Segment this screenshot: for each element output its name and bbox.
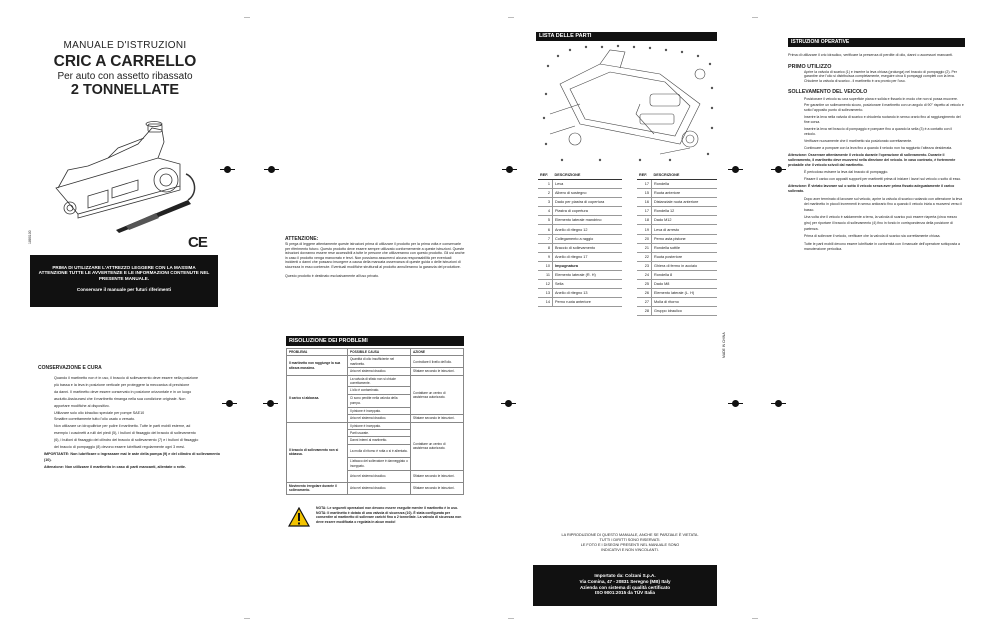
parts-header: LISTA DELLE PARTI: [536, 32, 717, 41]
care-title: CONSERVAZIONE E CURA: [38, 365, 102, 371]
care-line: del braccio di pompaggio (8) devono essere lubrificati regolarmente ogni 3 mesi.: [54, 445, 185, 450]
ref-cell: 17: [637, 180, 652, 189]
operating-section: [788, 53, 964, 253]
step-text: È pericoloso estrarre la leva dal braccio di pompaggio.: [804, 170, 889, 175]
step-text: Continuare a pompare con la leva fino a quando il veicolo non ha raggiunto l'altezza desiderata.: [804, 145, 953, 150]
col-action: AZIONE: [411, 349, 464, 356]
table-row: [637, 207, 717, 216]
col-problem: PROBLEMA: [287, 349, 348, 356]
warning-triangle-icon: [288, 507, 310, 527]
cause-cell: Aria nel sistema idraulico.: [348, 482, 411, 494]
desc-cell: Rondella 12: [652, 207, 718, 216]
table-row: [637, 180, 717, 189]
importer-line: Importato da: Colzani S.p.A.: [594, 573, 656, 578]
cause-cell: Aria nel sistema idraulico.: [348, 368, 411, 375]
attention-section: [285, 236, 465, 279]
cause-cell: L'olio è contaminato.: [348, 387, 411, 394]
care-line: Non utilizzare un idropulitrice per pulire il martinetto. Tutte le parti mobili esterne, ad: [54, 424, 191, 429]
made-in-label: MADE IN CHINA: [722, 332, 726, 358]
table-row: [287, 356, 464, 368]
copyright-line: LA RIPRODUZIONE DI QUESTO MANUALE, ANCHE SE PARZIALE È VIETATA.: [561, 533, 699, 537]
registration-mark-icon: [775, 166, 782, 173]
copyright-notice: [540, 533, 720, 553]
table-row: [538, 289, 622, 298]
importer-line: Azienda con sistema di qualità certificato: [579, 584, 671, 590]
first-use-steps: [788, 70, 964, 84]
step-text: Aprire la valvola di scarico (1) e inserire la leva chiusa (prolunga) nel braccio di pompaggio (2). Per garantire che l'olio si distribuisca completamente, eseguire circa 6 pompaggi completi con la leva.: [804, 69, 957, 79]
ref-cell: 13: [538, 289, 553, 298]
registration-mark-icon: [732, 400, 739, 407]
ref-cell: 3: [538, 198, 553, 207]
desc-cell: Piastra di copertura: [553, 207, 623, 216]
care-line: da danni. Il martinetto deve essere conservato in posizione orizzontale e in un luogo: [54, 389, 192, 394]
desc-cell: Collegamento a raggio: [553, 234, 623, 243]
lifting-title: SOLLEVAMENTO DEL VEICOLO: [788, 88, 868, 95]
desc-cell: Rondella: [652, 180, 718, 189]
desc-cell: Sella: [553, 280, 623, 289]
step-text: Posizionare il veicolo su una superficie piana e solida e fissarlo in modo che non si possa muovere.: [804, 96, 958, 101]
desc-cell: Dado per piastra di copertura: [553, 198, 623, 207]
problem-cell: Movimento irregolare durante il sollevamento.: [287, 482, 348, 494]
desc-cell: Ruota posteriore: [652, 252, 718, 261]
problem-cell: Il braccio di sollevamento non si abbassa.: [287, 422, 348, 482]
table-row: [637, 289, 717, 298]
table-row: [538, 216, 622, 225]
lifting-steps: [788, 97, 964, 151]
care-line: Quando il martinetto non è in uso, il braccio di sollevamento deve essere nella posizione: [54, 376, 199, 380]
desc-cell: Ruota anteriore: [652, 189, 718, 198]
table-row: [538, 252, 622, 261]
cause-cell: La molla di ritorno è rotta o si è allentata.: [348, 444, 411, 457]
table-header-row: [538, 171, 622, 180]
care-lines: [38, 375, 228, 451]
cause-cell: L'attacco del sollevatore è danneggiato o inceppato.: [348, 457, 411, 470]
desc-cell: Leva: [553, 180, 623, 189]
desc-cell: Perno asta pistone: [652, 234, 718, 243]
ce-mark: CE: [188, 234, 207, 251]
care-line: apportare modifiche al dispositivo.: [54, 403, 110, 408]
crop-mark: [244, 17, 250, 18]
desc-cell: Elemento laterale (R. H): [553, 270, 623, 279]
troubleshoot-table: [286, 348, 464, 495]
desc-cell: Impugnatura: [553, 261, 623, 270]
table-row: [287, 482, 464, 494]
note-1: NOTA: Le seguenti operazioni non devono essere eseguite mentre il martinetto è in uso.: [316, 506, 458, 510]
jack-illustration: [48, 118, 198, 234]
attention-title: ATTENZIONE:: [285, 236, 319, 242]
ref-cell: 16: [637, 198, 652, 207]
care-line: Utilizzare solo olio idraulico speciale per pompe SAE10: [54, 410, 145, 415]
care-line: Smaltire correttamente tutto l'olio usato o versato.: [54, 417, 136, 422]
table-row: [538, 270, 622, 279]
col-cause: POSSIBILE CAUSA: [348, 349, 411, 356]
ref-cell: 14: [538, 298, 553, 307]
importer-line: ISO 9001:2015 da TÜV Italia: [594, 590, 655, 596]
step-text: Una volta che il veicolo è saldamente a terra, la valvola di scarico può essere riaperta (circa mezzo giro) per riportare il braccio di sollevamento (4) fino in fondo in corrispondenza della posizione di partenza.: [804, 215, 958, 231]
cause-cell: Aria nel sistema idraulico.: [348, 470, 411, 482]
table-header-row: [287, 349, 464, 356]
desc-cell: Perno ruota anteriore: [553, 298, 623, 307]
ref-cell: 26: [637, 289, 652, 298]
attention-body: Si prega di leggere attentamente queste istruzioni prima di utilizzare il prodotto per la prima volta e conservarle per riferimento futuro. Questo prodotto deve essere sempre utilizzato conformemente a queste istruzioni. Queste istruzioni dovranno essere rese accessibili a tutte le persone che utilizzeranno con questo prodotto. Gli usi anche in caso il prodotto venga manovrato e terzi. Non possiamo assumerci alcuna responsabilità per eventuali incidenti o danni che possano insorgere a causa della mancata osservanza di queste guida o delle istruzioni di sicurezza in esso contenute. Eventuali modifiche strutturali al prodotto annulleranno la garanzia del produttore.: [285, 242, 465, 269]
care-section: [38, 365, 228, 470]
step-text: Fissare il carico con appositi supporti per martinetti prima di iniziare i lavori sul veicolo o sotto di esso.: [804, 177, 962, 182]
action-cell: Controllare il livello dell'olio.: [411, 356, 464, 368]
operating-header: ISTRUZIONI OPERATIVE: [788, 38, 965, 47]
ref-cell: 12: [538, 280, 553, 289]
ref-cell: 11: [538, 270, 553, 279]
ref-cell: 28: [637, 307, 652, 316]
copyright-line: TUTTI I DIRITTI SONO RISERVATI.: [599, 538, 661, 542]
table-row: [637, 298, 717, 307]
parts-table-right: [637, 171, 717, 316]
ref-cell: 18: [637, 216, 652, 225]
product-subtitle: Per auto con assetto ribassato: [57, 71, 193, 82]
desc-cell: Anello di ritegno 17: [553, 252, 623, 261]
registration-mark-icon: [505, 400, 512, 407]
desc-cell: Braccio di sollevamento: [553, 243, 623, 252]
cover-warning-box: [30, 255, 218, 307]
parts-table-left: [538, 171, 622, 307]
cause-cell: Il pistone è inceppato.: [348, 422, 411, 429]
problem-cell: Il carico si abbassa.: [287, 375, 348, 422]
cause-cell: La valvola di sfiato non si chiude correttamente.: [348, 375, 411, 387]
exploded-parts-diagram: [540, 44, 716, 164]
ref-cell: 10: [538, 261, 553, 270]
care-warning: Attenzione: Non utilizzare il martinetto in caso di parti mancanti, allentate o rotte.: [44, 464, 186, 469]
copyright-line: LE FOTO E I DISEGNI PRESENTI NEL MANUALE SONO: [580, 543, 680, 547]
copyright-line: INDICATIVI E NON VINCOLANTI.: [601, 548, 659, 552]
table-row: [637, 280, 717, 289]
action-cell: Contattare un centro di assistenza autorizzato.: [411, 375, 464, 415]
troubleshoot-notes: [316, 506, 462, 524]
desc-cell: Anello di ritegno 12: [553, 225, 623, 234]
desc-cell: Rondella 8: [652, 270, 718, 279]
ref-cell: 1: [538, 180, 553, 189]
lowering-steps: [788, 197, 964, 253]
product-title: CRIC A CARRELLO: [53, 53, 197, 70]
table-row: [637, 270, 717, 279]
lifting-steps-2: [788, 170, 964, 182]
table-row: [637, 198, 717, 207]
ref-cell: 6: [538, 225, 553, 234]
registration-mark-icon: [506, 166, 513, 173]
table-row: [538, 198, 622, 207]
care-important: IMPORTANTE: Non lubrificare o ingrassare mai le aste della pompa (9) e del cilindro di sollevamento (10).: [44, 451, 220, 463]
table-row: [538, 261, 622, 270]
troubleshoot-header: RISOLUZIONE DEI PROBLEMI: [286, 336, 464, 346]
step-text: Inserire la leva nella valvola di scarico e chiuderla ruotando in senso orario fino al raggiungimento del fine corsa.: [804, 115, 961, 125]
col-desc: DESCRIZIONE: [553, 171, 623, 180]
action-cell: Sfiatare secondo le istruzioni.: [411, 415, 464, 422]
desc-cell: Anello di ritegno 13: [553, 289, 623, 298]
table-row: [538, 180, 622, 189]
cause-cell: Parti usurate.: [348, 430, 411, 437]
col-ref: REF.: [538, 171, 553, 180]
table-row: [538, 243, 622, 252]
ref-cell: 19: [637, 225, 652, 234]
ref-cell: 21: [637, 243, 652, 252]
ref-cell: 17: [637, 207, 652, 216]
ref-cell: 7: [538, 234, 553, 243]
registration-mark-icon: [775, 400, 782, 407]
crop-mark: [508, 618, 514, 619]
col-desc: DESCRIZIONE: [652, 171, 718, 180]
registration-mark-icon: [224, 166, 231, 173]
step-text: Prima di sollevare il veicolo, verificare che la valvola di scarico sia correttamente chiusa.: [804, 234, 941, 239]
importer-line: Via Comina, 47 - 20831 Seregno (MB) Italy: [579, 578, 671, 584]
table-row: [538, 280, 622, 289]
cause-cell: Aria nel sistema idraulico.: [348, 415, 411, 422]
cause-cell: Quantità di olio insufficiente nel martinetto.: [348, 356, 411, 368]
col-ref: REF.: [637, 171, 652, 180]
care-line: asciutto.Assicurarsi che il martinetto rimanga nella sua condizione originale. Non: [54, 396, 186, 401]
care-line: esempio i cuscinetti a rulli dei piedi (5), i bulloni di fissaggio del braccio di sollevamento: [54, 431, 196, 436]
desc-cell: Rondella sottile: [652, 243, 718, 252]
table-row: [538, 207, 622, 216]
cause-cell: Danni interni al martinetto.: [348, 437, 411, 444]
ref-cell: 4: [538, 207, 553, 216]
ref-cell: 23: [637, 261, 652, 270]
first-use-title: PRIMO UTILIZZO: [788, 63, 832, 70]
importer-box: [533, 565, 717, 606]
desc-cell: Molla di ritorno: [652, 298, 718, 307]
desc-cell: Distanziale ruota anteriore: [652, 198, 718, 207]
table-row: [538, 225, 622, 234]
action-cell: Sfiatare secondo le istruzioni.: [411, 368, 464, 375]
table-row: [637, 252, 717, 261]
ref-cell: 27: [637, 298, 652, 307]
cause-cell: Ci sono perdite nella valvola della pompa.: [348, 394, 411, 407]
support-warning: Attenzione: È vietato lavorare sul o sotto il veicolo senza aver prima fissato adeguatamente il carico sollevato.: [788, 184, 955, 194]
crop-mark: [244, 618, 250, 619]
care-line: (6), i bulloni di fissaggio del cilindro del braccio di sollevamento (7) e i bulloni di fissaggio: [54, 438, 199, 443]
lifting-warning: Attenzione: Osservare attentamente il veicolo durante l'operazione di sollevamento. Durante il sollevamento, il martinetto deve muoversi nella direzione del veicolo. In caso contrario, è fortemente probabile che il veicolo scivoli dal martinetto.: [788, 152, 956, 168]
table-row: [538, 234, 622, 243]
table-row: [637, 225, 717, 234]
step-text: Chiudere la valvola di scarico - il martinetto è ora pronto per l'uso.: [804, 78, 906, 83]
table-row: [538, 298, 622, 307]
table-row: [637, 216, 717, 225]
ref-cell: 2: [538, 189, 553, 198]
crop-mark: [752, 17, 758, 18]
desc-cell: Ghiera di fermo in acciaio: [652, 261, 718, 270]
table-row: [637, 234, 717, 243]
cover-page: [30, 40, 220, 98]
table-row: [287, 422, 464, 429]
cover-keep-text: Conservare il manuale per futuri riferimenti: [76, 287, 172, 293]
crop-mark: [752, 618, 758, 619]
crop-mark: [508, 17, 514, 18]
step-text: Per garantire un sollevamento sicuro, posizionare il martinetto con un angolo di 90° rispetto al veicolo e sotto l'apposito punto di sollevamento.: [804, 103, 964, 113]
registration-mark-icon: [268, 166, 275, 173]
ref-cell: 24: [637, 270, 652, 279]
action-cell: Contattare un centro di assistenza autorizzato.: [411, 422, 464, 470]
product-code: 1880100: [28, 230, 32, 244]
ref-cell: 9: [538, 252, 553, 261]
step-text: Tutte le parti mobili devono essere lubrificate in conformità con il manuale dell'operatore sottoposta a manutenzione periodica.: [804, 241, 960, 252]
problem-cell: Il martinetto non raggiunge la sua altezza massima.: [287, 356, 348, 375]
operating-intro: Prima di utilizzare il cric idraulico, verificare la presenza di perdite di olio, danni o accessori mancanti.: [788, 53, 953, 57]
ref-cell: 22: [637, 252, 652, 261]
step-text: Verificare nuovamente che il martinetto sia posizionato correttamente.: [804, 138, 913, 143]
manual-label: MANUALE D'ISTRUZIONI: [63, 40, 187, 51]
private-use-note: Questo prodotto è destinato esclusivamente all'uso privato.: [285, 273, 379, 278]
desc-cell: Leva di arresto: [652, 225, 718, 234]
cause-cell: Il pistone è inceppato.: [348, 407, 411, 414]
registration-mark-icon: [267, 400, 274, 407]
ref-cell: 25: [637, 280, 652, 289]
step-text: Inserire la leva nel braccio di pompaggio e pompare fino a quando la sella (3) è a contatto con il veicolo.: [804, 127, 953, 137]
table-row: [637, 307, 717, 316]
ref-cell: 8: [538, 243, 553, 252]
table-row: [538, 189, 622, 198]
desc-cell: Gruppo idraulico: [652, 307, 718, 316]
table-row: [287, 375, 464, 387]
ref-cell: 5: [538, 216, 553, 225]
ref-cell: 20: [637, 234, 652, 243]
desc-cell: Dado M12: [652, 216, 718, 225]
table-row: [637, 189, 717, 198]
table-row: [637, 261, 717, 270]
desc-cell: Albero di sostegno: [553, 189, 623, 198]
table-row: [637, 243, 717, 252]
action-cell: Sfiatare secondo le istruzioni.: [411, 470, 464, 482]
desc-cell: Elemento laterale (L. H): [652, 289, 718, 298]
desc-cell: Elemento laterale mandrino: [553, 216, 623, 225]
table-header-row: [637, 171, 717, 180]
registration-mark-icon: [732, 166, 739, 173]
action-cell: Sfiatare secondo le istruzioni.: [411, 482, 464, 494]
ref-cell: 15: [637, 189, 652, 198]
cover-warning-text: PRIMA DI UTILIZZARE L'ATTREZZO LEGGERE CON LA MASSIMA ATTENZIONE TUTTE LE AVVERTENZE E LE INFORMAZIONI CONTENUTE NEL PRESENTE MANUALE.: [38, 265, 210, 281]
product-capacity: 2 TONNELLATE: [70, 82, 180, 98]
desc-cell: Dado M8: [652, 280, 718, 289]
step-text: Dopo aver terminato di lavorare sul veicolo, aprire la valvola di scarico ruotando con attenzione la leva del martinetto in piccoli incrementi in senso antiorario fino a quando il veicolo inizia a muoversi verso il basso.: [804, 196, 963, 212]
care-line: più bassa e la leva in posizione verticale per proteggere la meccanica di precisione: [54, 382, 190, 387]
note-2: NOTA: Il martinetto è dotato di una valvola di sicurezza (10). È stata configurata per consentire al martinetto di sollevare carichi fino a 2 tonnellate. La valvola di sicurezza non deve essere modificata o regolata in alcun modo!: [316, 510, 462, 524]
